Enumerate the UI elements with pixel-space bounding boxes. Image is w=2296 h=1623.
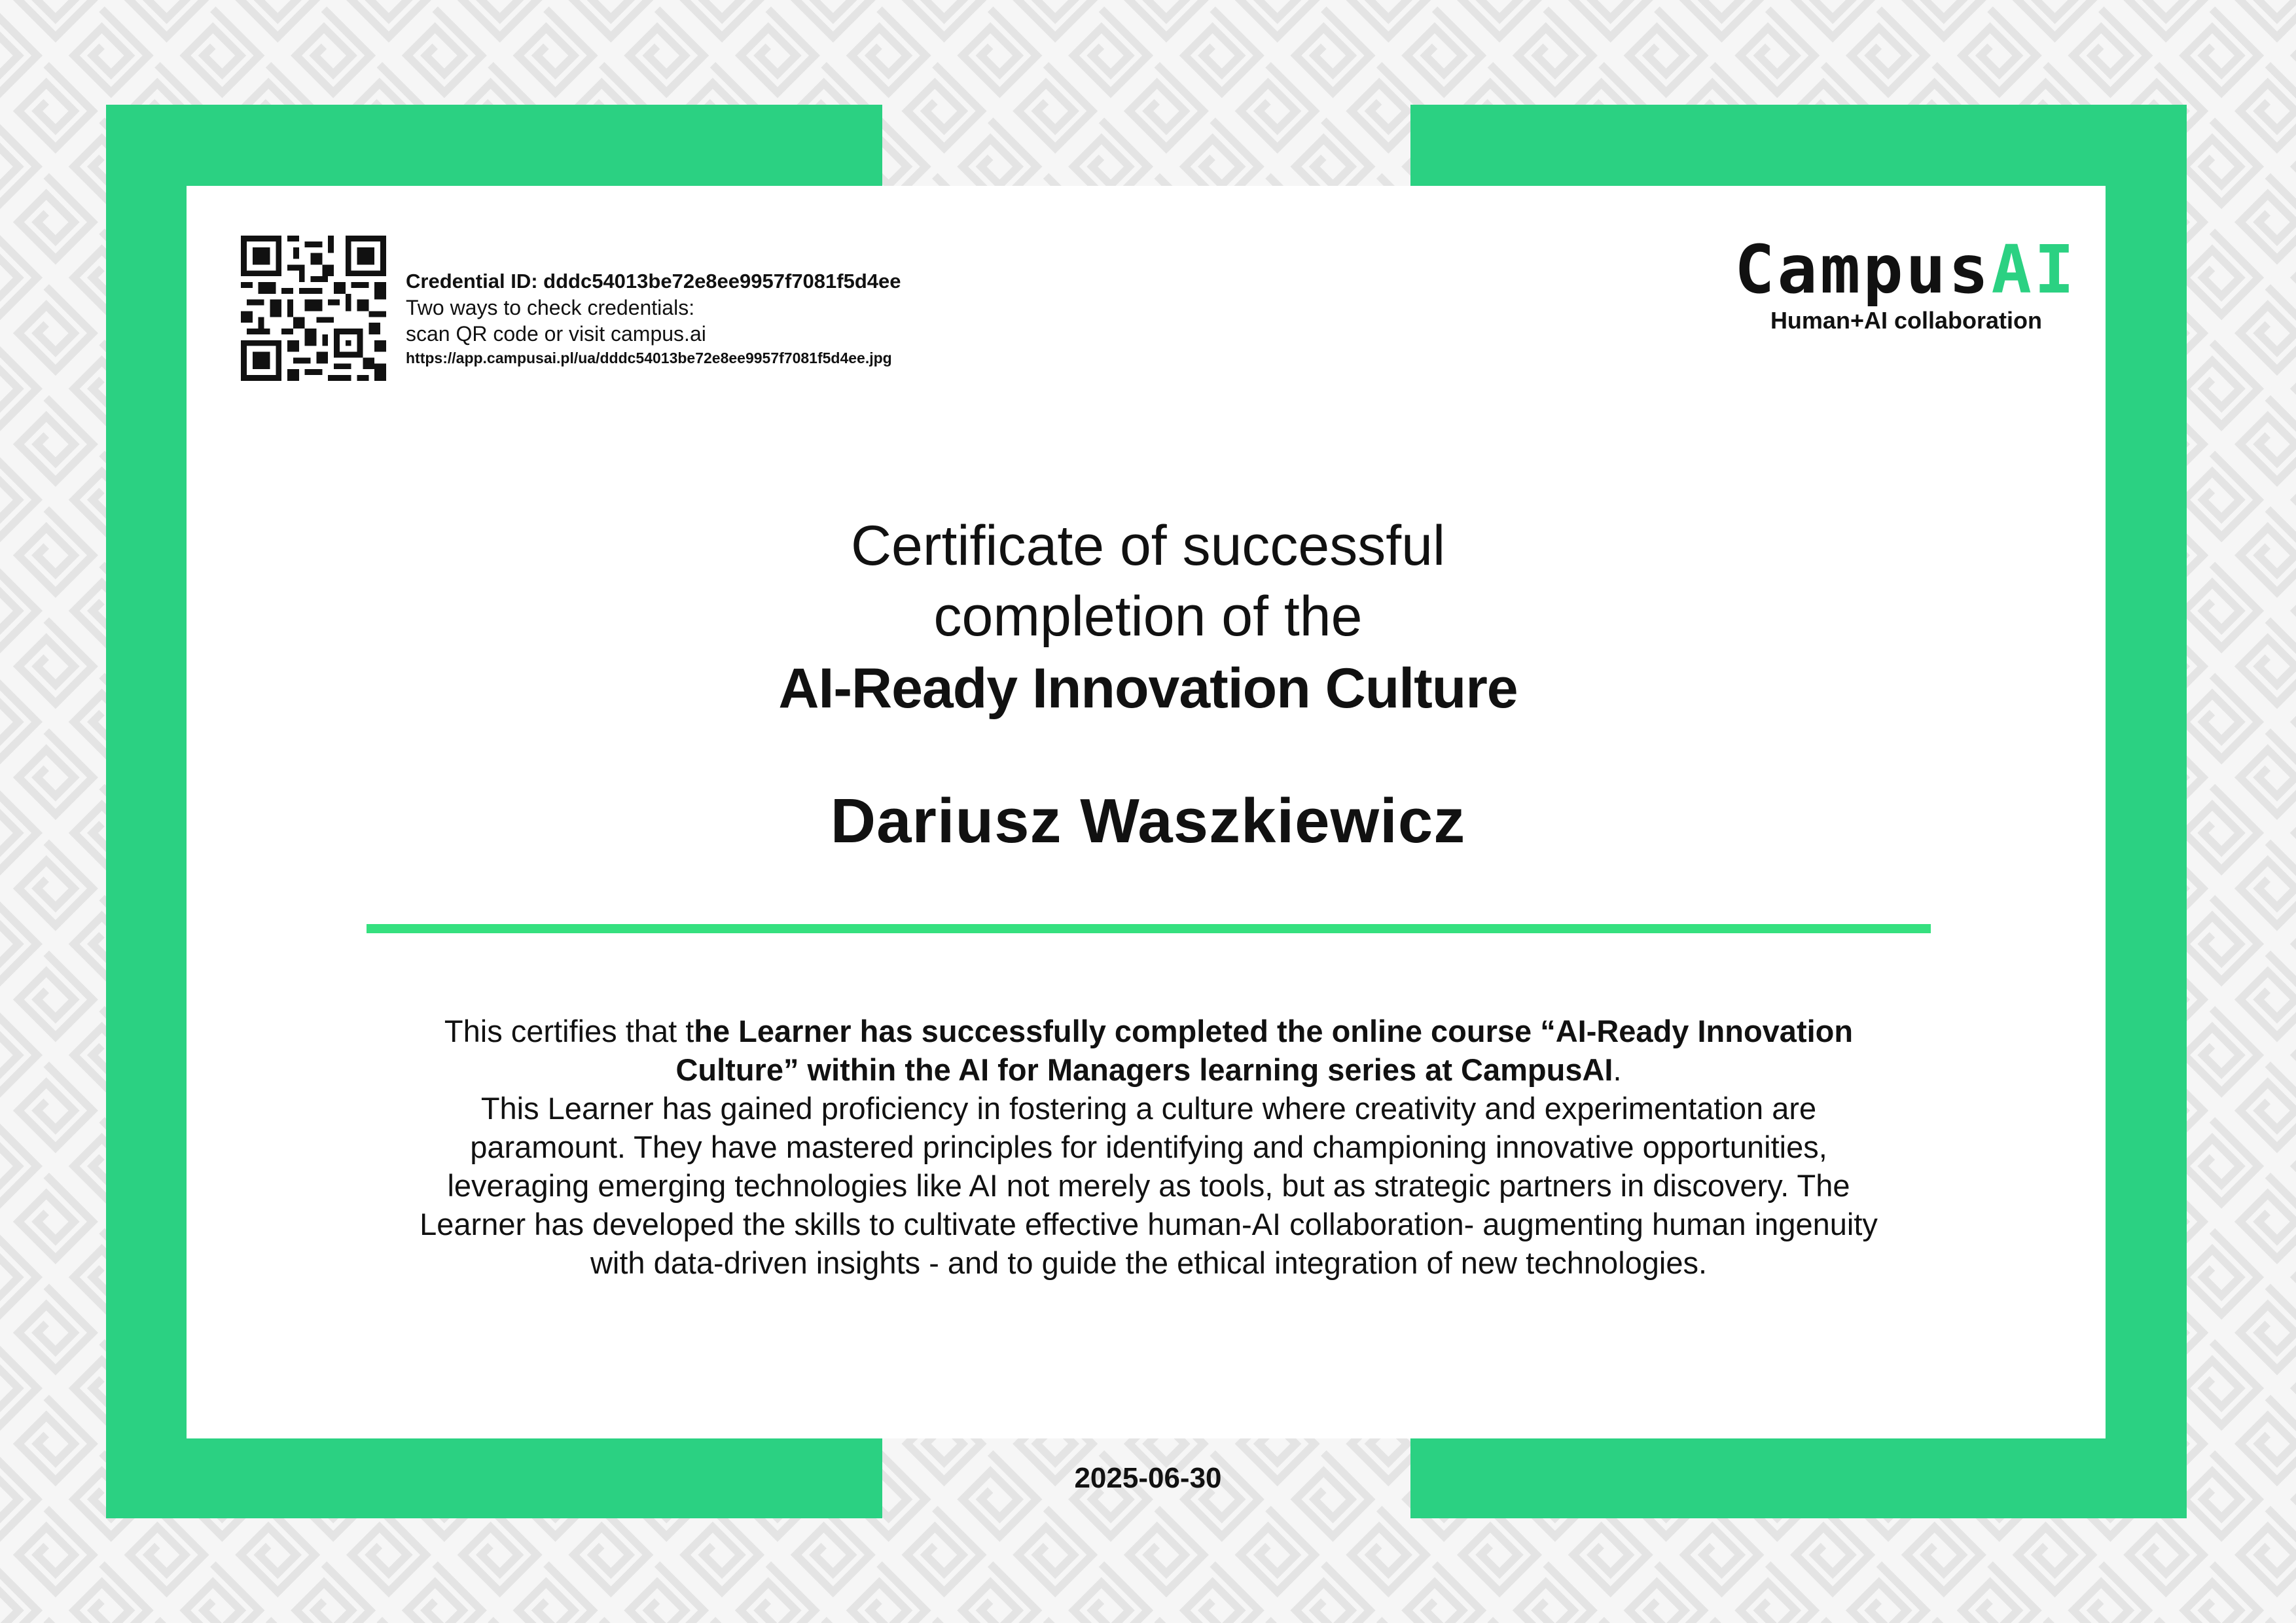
green-divider [367, 924, 1931, 933]
frame-bottom-left [106, 1438, 882, 1518]
title-line-1: Certificate of successful [850, 514, 1446, 577]
credential-info [406, 268, 901, 369]
qr-code-icon[interactable] [241, 236, 386, 381]
body-period: . [1613, 1052, 1622, 1087]
credential-id [406, 268, 901, 294]
logo-word-main: Campus [1734, 231, 1992, 309]
certificate-title [559, 510, 1737, 725]
body-description: This Learner has gained proficiency in fostering a culture where creativity and experimentation are paramount. They have mastered principles for identifying and championing innovative opportunities, leveraging emerging technologies like AI not merely as tools, but as strategic partners in discovery. The Learner has developed the skills to cultivate effective human-AI collaboration- augmenting human ingenuity with data-driven insights - and to guide the ethical integration of new technologies. [420, 1091, 1878, 1280]
course-name: AI-Ready Innovation Culture [778, 657, 1518, 720]
logo-wordmark [1734, 231, 2077, 309]
logo-word-accent: AI [1991, 231, 2077, 309]
learner-name: Dariusz Waszkiewicz [830, 786, 1466, 856]
certificate-body [419, 1012, 1878, 1282]
frame-left [106, 105, 187, 1518]
frame-bottom-right [1410, 1438, 2187, 1518]
body-bold-statement: he Learner has successfully completed the online course “AI-Ready Innovation Culture” within the AI for Managers learning series at CampusAI [675, 1014, 1854, 1087]
frame-top-left [106, 105, 882, 186]
credential-check-line2: scan QR code or visit campus.ai [406, 322, 706, 346]
frame-top-right [1410, 105, 2187, 186]
campusai-logo [1734, 231, 2077, 335]
title-line-2: completion of the [933, 585, 1363, 648]
issue-date: 2025-06-30 [1074, 1462, 1222, 1494]
frame-right [2106, 105, 2187, 1518]
logo-tagline: Human+AI collaboration [1770, 307, 2042, 334]
body-intro: This certifies that t [444, 1014, 694, 1048]
credential-id-label: Credential ID: [406, 270, 538, 293]
credential-url-link[interactable]: https://app.campusai.pl/ua/dddc54013be72e8ee9957f7081f5d4ee.jpg [406, 349, 892, 366]
credential-check-line1: Two ways to check credentials: [406, 296, 695, 319]
credential-id-value: dddc54013be72e8ee9957f7081f5d4ee [543, 270, 901, 293]
